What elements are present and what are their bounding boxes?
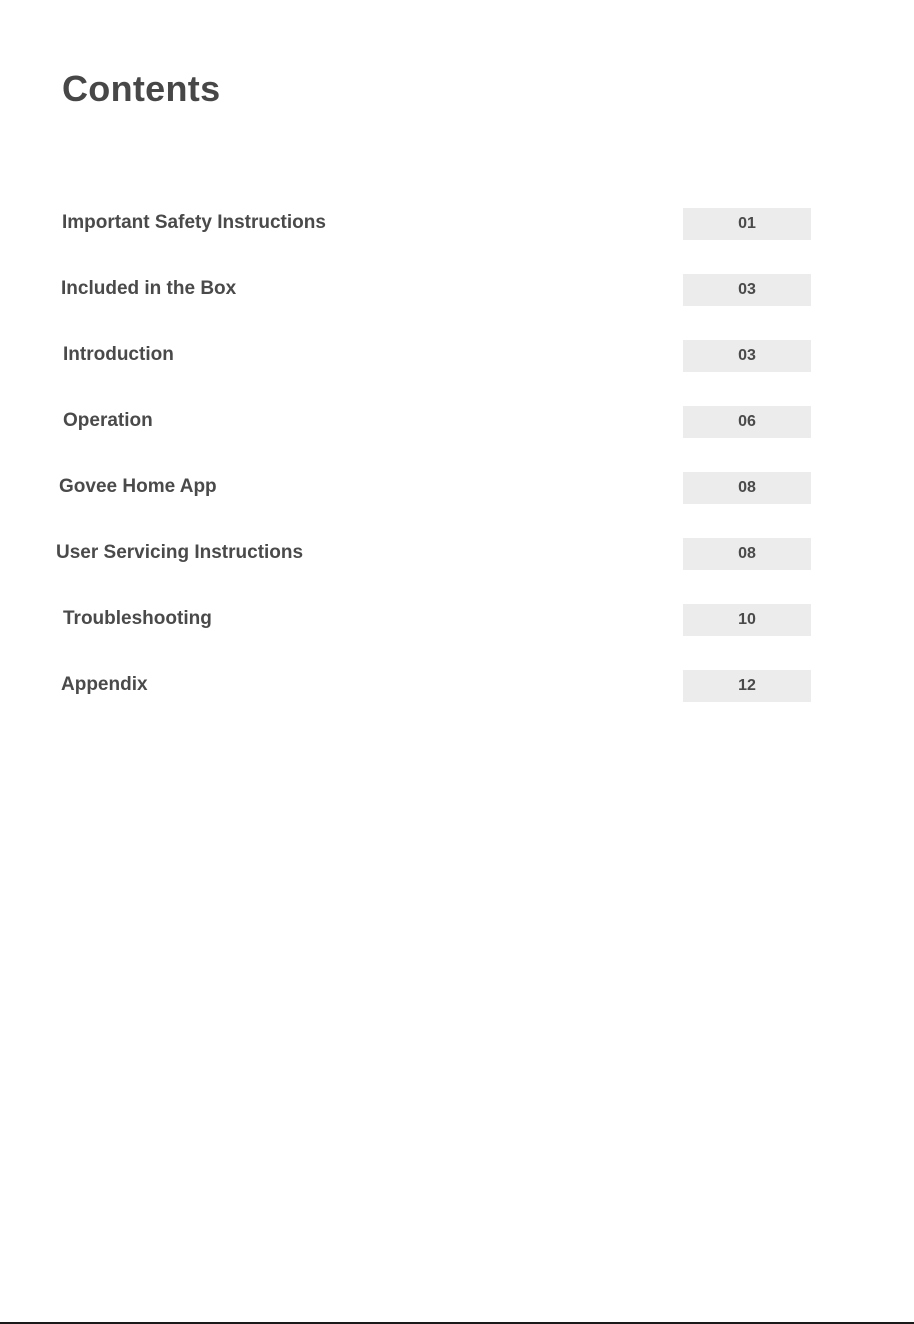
page-number-badge: 12 — [683, 670, 811, 702]
toc-entry-safety-instructions[interactable] — [0, 208, 914, 240]
toc-entry-introduction[interactable] — [0, 340, 914, 372]
toc-entry-govee-home-app[interactable] — [0, 472, 914, 504]
page-number-badge: 06 — [683, 406, 811, 438]
toc-entry-label[interactable]: Introduction — [63, 344, 174, 365]
toc-entry-label[interactable]: Operation — [63, 410, 153, 431]
toc-entry-appendix[interactable] — [0, 670, 914, 702]
toc-entry-label[interactable]: Govee Home App — [59, 476, 217, 497]
page-number-badge: 10 — [683, 604, 811, 636]
page-number-badge: 03 — [683, 340, 811, 372]
toc-entry-operation[interactable] — [0, 406, 914, 438]
page-number-badge: 08 — [683, 472, 811, 504]
toc-entry-user-servicing[interactable] — [0, 538, 914, 570]
page-title: Contents — [62, 68, 221, 109]
toc-entry-included-in-box[interactable] — [0, 274, 914, 306]
page-number-badge: 03 — [683, 274, 811, 306]
toc-entry-label[interactable]: Appendix — [61, 674, 148, 695]
toc-entry-label[interactable]: Important Safety Instructions — [62, 212, 326, 233]
page-number-badge: 01 — [683, 208, 811, 240]
toc-entry-label[interactable]: Included in the Box — [61, 278, 237, 299]
toc-entry-label[interactable]: Troubleshooting — [63, 608, 212, 629]
toc-entry-troubleshooting[interactable] — [0, 604, 914, 636]
toc-entry-label[interactable]: User Servicing Instructions — [56, 542, 304, 563]
page-number-badge: 08 — [683, 538, 811, 570]
